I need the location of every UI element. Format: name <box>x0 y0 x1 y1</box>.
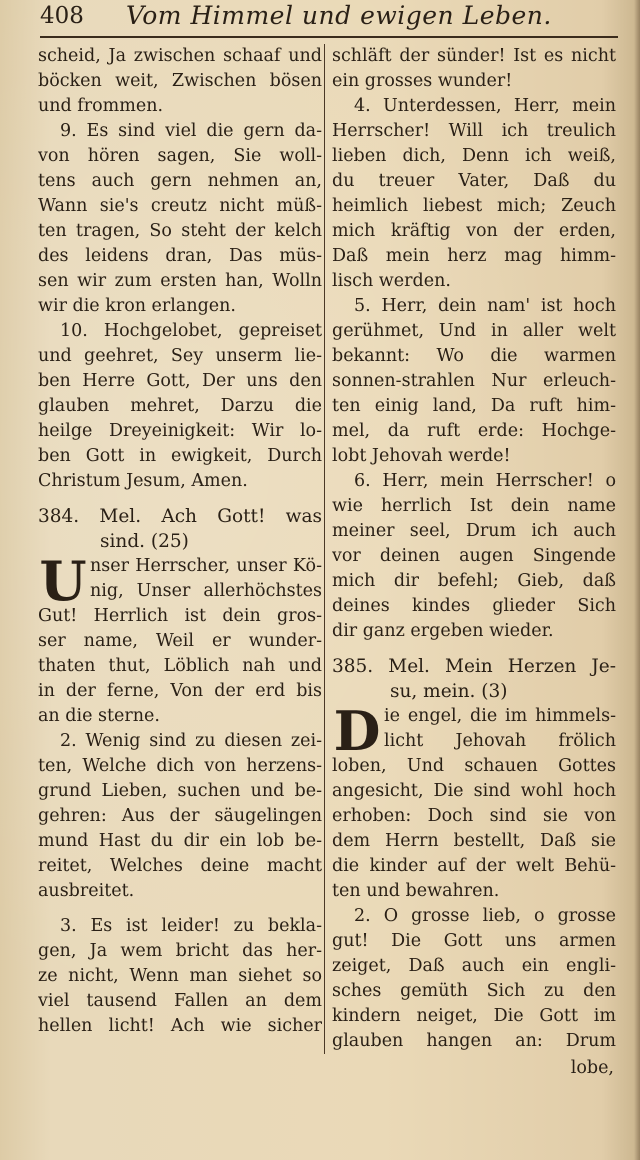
text-line: dem Herrn bestellt, Daß sie <box>332 831 616 851</box>
text-line: Christum Jesum, Amen. <box>38 471 248 491</box>
text-line: schläft der sünder! Ist es nicht <box>332 46 616 66</box>
text-line: lobt Jehovah werde! <box>332 446 511 466</box>
text-line: ten und bewahren. <box>332 881 500 901</box>
text-line: glauben mehret, Darzu die <box>38 396 322 416</box>
text-line: vor deinen augen Singende <box>332 546 616 566</box>
hymn-385-heading-cont: su, mein. (3) <box>390 681 508 702</box>
text-line: heilge Dreyeinigkeit: Wir lo- <box>38 421 322 441</box>
text-line: angesicht, Die sind wohl hoch <box>332 781 616 801</box>
text-line: ein grosses wunder! <box>332 71 513 91</box>
text-line: du treuer Vater, Daß du <box>332 171 616 191</box>
text-line: mich dir befehl; Gieb, daß <box>332 571 616 591</box>
text-line: des leidens dran, Das müs- <box>38 246 322 266</box>
text-line: ser name, Weil er wunder- <box>38 631 322 651</box>
text-line: Gut! Herrlich ist dein gros- <box>38 606 322 626</box>
text-line: von hören sagen, Sie woll- <box>38 146 322 166</box>
text-line: tens auch gern nehmen an, <box>38 171 322 191</box>
page-edge-shadow <box>634 0 640 1160</box>
text-line: bekannt: Wo die warmen <box>332 346 616 366</box>
text-line: glauben hangen an: Drum <box>332 1031 616 1051</box>
text-line: wie herrlich Ist dein name <box>332 496 616 516</box>
text-line: dir ganz ergeben wieder. <box>332 621 554 641</box>
header-rule <box>40 36 618 38</box>
page-number: 408 <box>40 3 84 29</box>
text-line: ten einig land, Da ruft him- <box>332 396 616 416</box>
text-line: licht Jehovah frölich <box>384 731 616 751</box>
verse-start-line: 2. Wenig sind zu diesen zei- <box>60 731 322 751</box>
text-line: heimlich liebest mich; Zeuch <box>332 196 616 216</box>
text-line: reitet, Welches deine macht <box>38 856 322 876</box>
verse-start-line: 4. Unterdessen, Herr, mein <box>354 96 616 116</box>
text-line: mich kräftig von der erden, <box>332 221 616 241</box>
text-line: ben Gott in ewigkeit, Durch <box>38 446 322 466</box>
text-line: erhoben: Doch sind sie von <box>332 806 616 826</box>
text-line: ben Herre Gott, Der uns den <box>38 371 322 391</box>
text-line: Herrscher! Will ich treulich <box>332 121 616 141</box>
text-line: lieben dich, Denn ich weiß, <box>332 146 616 166</box>
verse-start-line: 5. Herr, dein nam' ist hoch <box>354 296 616 316</box>
text-line: gehren: Aus der säugelingen <box>38 806 322 826</box>
text-line: loben, Und schauen Gottes <box>332 756 616 776</box>
text-line: gen, Ja wem bricht das her- <box>38 941 322 961</box>
text-line: mel, da ruft erde: Hochge- <box>332 421 616 441</box>
text-line: sen wir zum ersten han, Wolln <box>38 271 322 291</box>
verse-start-line: 6. Herr, mein Herrscher! o <box>354 471 616 491</box>
text-line: deines kindes glieder Sich <box>332 596 616 616</box>
text-line: Daß mein herz mag himm- <box>332 246 616 266</box>
text-line: sonnen-strahlen Nur erleuch- <box>332 371 616 391</box>
running-title: Vom Himmel und ewigen Leben. <box>126 1 552 30</box>
hymn-384-heading: 384. Mel. Ach Gott! was <box>38 506 322 527</box>
text-line: wir die kron erlangen. <box>38 296 236 316</box>
drop-cap-d: D <box>333 699 381 763</box>
text-line: nig, Unser allerhöchstes <box>90 581 322 601</box>
page-header <box>40 0 620 34</box>
hymn-384-opening <box>38 549 322 613</box>
text-line: ie engel, die im himmels- <box>384 706 616 726</box>
text-line: ten, Welche dich von herzens- <box>38 756 322 776</box>
hymn-385-opening <box>332 699 616 763</box>
text-line: hellen licht! Ach wie sicher <box>38 1016 322 1036</box>
text-line: ausbreitet. <box>38 881 135 901</box>
verse-start-line: 9. Es sind viel die gern da- <box>60 121 322 141</box>
column-divider <box>324 44 325 1054</box>
text-line: gut! Die Gott uns armen <box>332 931 616 951</box>
text-line: ze nicht, Wenn man siehet so <box>38 966 322 986</box>
text-line: ten tragen, So steht der kelch <box>38 221 322 241</box>
hymn-384-heading-cont: sind. (25) <box>100 531 189 552</box>
text-line: sches gemüth Sich zu den <box>332 981 616 1001</box>
text-line: Wann sie's creutz nicht müß- <box>38 196 322 216</box>
verse-start-line: 10. Hochgelobet, gepreiset <box>60 321 322 341</box>
text-line: an die sterne. <box>38 706 160 726</box>
left-column <box>38 44 322 1039</box>
text-line: lisch werden. <box>332 271 451 291</box>
text-line: nser Herrscher, unser Kö- <box>90 556 322 576</box>
right-column <box>332 44 616 1054</box>
text-line: viel tausend Fallen an dem <box>38 991 322 1011</box>
text-line: zeiget, Daß auch ein engli- <box>332 956 616 976</box>
text-line: in der ferne, Von der erd bis <box>38 681 322 701</box>
text-line: thaten thut, Löblich nah und <box>38 656 322 676</box>
text-line: und frommen. <box>38 96 164 116</box>
hymn-385-heading: 385. Mel. Mein Herzen Je- <box>332 656 616 677</box>
text-line: scheid, Ja zwischen schaaf und <box>38 46 322 66</box>
verse-start-line: 3. Es ist leider! zu bekla- <box>60 916 322 936</box>
text-line: und geehret, Sey unserm lie- <box>38 346 322 366</box>
drop-cap-u: U <box>39 549 87 613</box>
text-line: kindern neiget, Die Gott im <box>332 1006 616 1026</box>
text-line: böcken weit, Zwischen bösen <box>38 71 322 91</box>
text-line: gerühmet, Und in aller welt <box>332 321 616 341</box>
text-line: grund Lieben, suchen und be- <box>38 781 322 801</box>
verse-start-line: 2. O grosse lieb, o grosse <box>354 906 616 926</box>
text-line: die kinder auf der welt Behü- <box>332 856 616 876</box>
text-line: mund Hast du dir ein lob be- <box>38 831 322 851</box>
catchword: lobe, <box>570 1058 614 1078</box>
text-line: meiner seel, Drum ich auch <box>332 521 616 541</box>
